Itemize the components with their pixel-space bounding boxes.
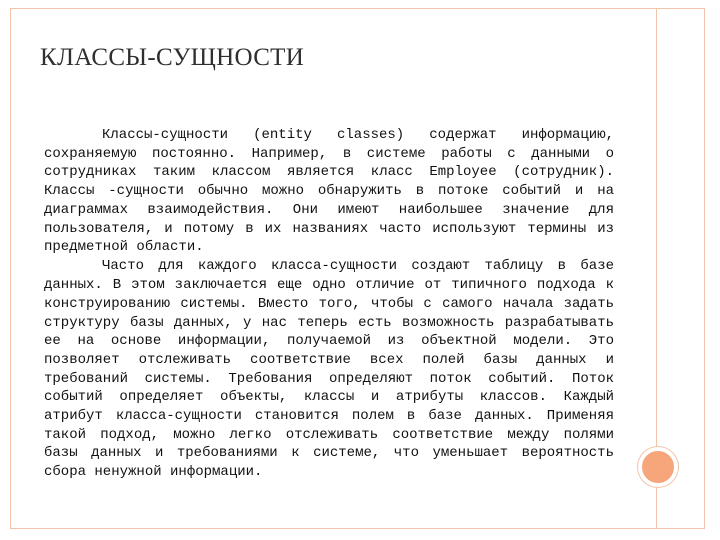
paragraph-1: Классы-сущности (entity classes) содержат информацию, сохраняемую постоянно. Например, в системе работы с данными о сотрудниках таким классом является класс Employee (сотрудник). Классы -сущности обычно можно обнаружить в потоке событий и на диаграммах взаимодействия. Они имеют наибольшее значение для пользователя, и потому в их названиях часто используют термины из предметной области. <box>44 127 614 256</box>
decorative-circle <box>638 447 678 487</box>
body-text <box>44 126 614 482</box>
slide-title: КЛАССЫ-СУЩНОСТИ <box>40 44 305 71</box>
paragraph-2: Часто для каждого класса-сущности создают таблицу в базе данных. В этом заключается еще одно отличие от типичного подхода к конструированию системы. Вместо того, чтобы с самого начала задать структуру базы данных, у нас теперь есть возможность разрабатывать ее на основе информации, получаемой из объектной модели. Это позволяет отслеживать соответствие всех полей базы данных и требований системы. Требования определяют поток событий. Поток событий определяет объекты, классы и атрибуты классов. Каждый атрибут класса-сущности становится полем в базе данных. Применяя такой подход, можно легко отслеживать соответствие между полями базы данных и требованиями к системе, что уменьшает вероятность сбора ненужной информации. <box>44 258 614 481</box>
